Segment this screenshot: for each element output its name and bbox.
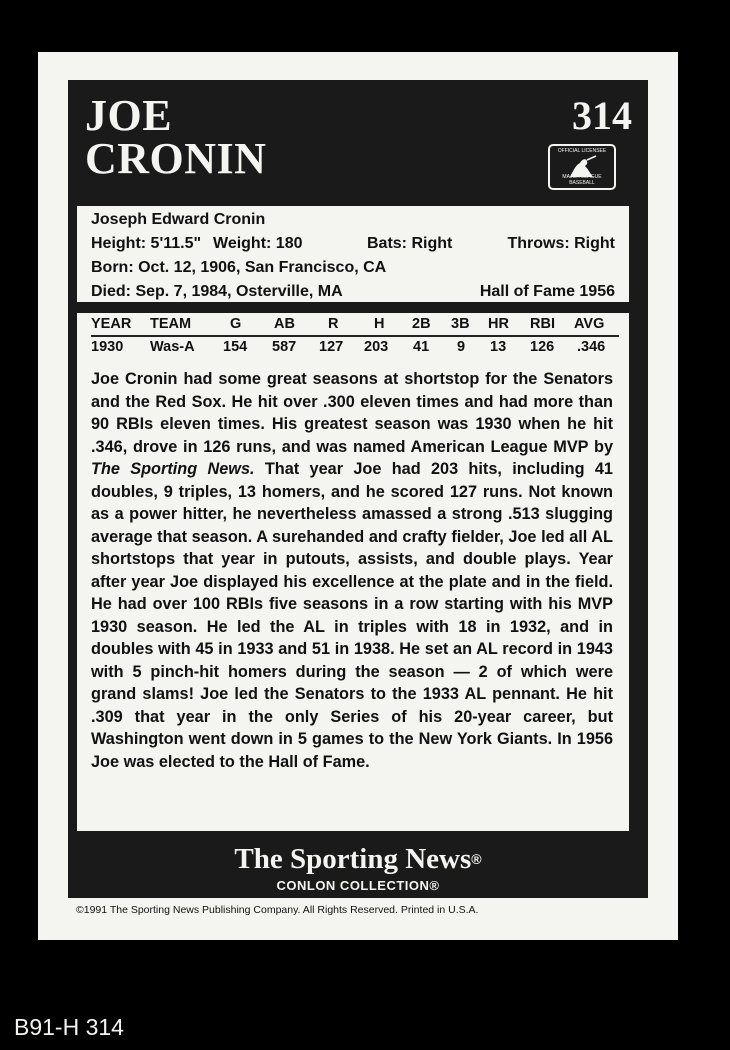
height: Height: 5'11.5" xyxy=(91,235,202,252)
card-frame xyxy=(68,80,648,898)
stat-h: 203 xyxy=(364,339,389,355)
image-caption: B91-H 314 xyxy=(14,1014,124,1040)
stat-header-year: YEAR xyxy=(91,316,132,332)
narrative-publication: The Sporting News. xyxy=(91,460,255,478)
stat-rbi: 126 xyxy=(530,339,555,355)
stat-header-ab: AB xyxy=(274,316,295,332)
stat-avg: .346 xyxy=(577,339,606,355)
stat-2b: 41 xyxy=(413,339,430,355)
hall-of-fame: Hall of Fame 1956 xyxy=(479,283,615,300)
stat-header-h: H xyxy=(374,316,385,332)
collection-name: CONLON COLLECTION xyxy=(276,878,430,893)
player-name xyxy=(85,91,267,183)
stat-r: 127 xyxy=(319,339,344,355)
stat-hr: 13 xyxy=(490,339,507,355)
stat-header-3b: 3B xyxy=(451,316,470,332)
bats: Bats: Right xyxy=(367,235,453,252)
bio-box xyxy=(77,206,629,302)
mlb-logo-icon xyxy=(548,144,616,190)
throws: Throws: Right xyxy=(507,235,615,252)
narrative-part-2: That year Joe had 203 hits, including 41 doubles, 9 triples, 13 homers, and he scored 127 runs. Not known as a power hitter, he nevertheless amassed a strong .513 slugging average that season. A surehanded and crafty fielder, Joe led all AL shortstops that year in putouts, assists, and double plays. Year after year Joe displayed his excellence at the plate and in the field. He had over 100 RBIs five seasons in a row starting with his MVP 1930 season. He led the AL in triples with 18 in 1932, and in doubles with 45 in 1933 and 51 in 1938. He set an AL record in 1943 with 5 pinch-hit homers during the season — 2 of which were grand slams! Joe led the Senators to the 1933 AL pennant. He hit .309 that year in the only Series of his 20-year career, but Washington went down in 5 games to the New York Giants. In 1956 Joe was elected to the Hall of Fame. xyxy=(91,460,613,771)
stat-header-rbi: RBI xyxy=(530,316,555,332)
stat-header-hr: HR xyxy=(488,316,509,332)
stat-header-team: TEAM xyxy=(150,316,192,332)
stat-year: 1930 xyxy=(91,339,124,355)
stat-header-r: R xyxy=(328,316,339,332)
full-name: Joseph Edward Cronin xyxy=(91,211,266,228)
narrative-part-1: Joe Cronin had some great seasons at shortstop for the Senators and the Red Sox. He hit over .300 eleven times and had more than 90 RBIs eleven times. His greatest season was 1930 when he hit .346, drove in 126 runs, and was named American League MVP by xyxy=(91,370,613,456)
stat-g: 154 xyxy=(223,339,248,355)
died: Died: Sep. 7, 1984, Osterville, MA xyxy=(91,283,343,300)
player-first-name: JOE xyxy=(85,91,173,140)
stat-header-g: G xyxy=(230,316,242,332)
stats-divider xyxy=(91,335,619,337)
card-number: 314 xyxy=(572,93,632,138)
stat-header-2b: 2B xyxy=(412,316,431,332)
stat-3b: 9 xyxy=(457,339,466,355)
copyright: ©1991 The Sporting News Publishing Company. All Rights Reserved. Printed in U.S.A. xyxy=(76,904,479,916)
career-narrative xyxy=(91,368,613,773)
sporting-news-logo xyxy=(68,844,648,874)
brand-name: The Sporting News xyxy=(234,843,472,875)
player-last-name: CRONIN xyxy=(85,134,267,183)
born: Born: Oct. 12, 1906, San Francisco, CA xyxy=(91,259,387,276)
stats-box xyxy=(77,313,629,831)
logo-top-text: OFFICIAL LICENSEE xyxy=(557,148,607,154)
conlon-collection xyxy=(68,878,648,893)
logo-bottom-text: MAJOR LEAGUE BASEBALL xyxy=(562,174,602,186)
stat-header-avg: AVG xyxy=(574,316,605,332)
stat-ab: 587 xyxy=(272,339,297,355)
brand-registered-mark: ® xyxy=(471,851,482,867)
collection-registered-mark: ® xyxy=(429,878,440,893)
card-back xyxy=(38,52,678,940)
stat-team: Was-A xyxy=(150,339,195,355)
weight: Weight: 180 xyxy=(213,235,303,252)
